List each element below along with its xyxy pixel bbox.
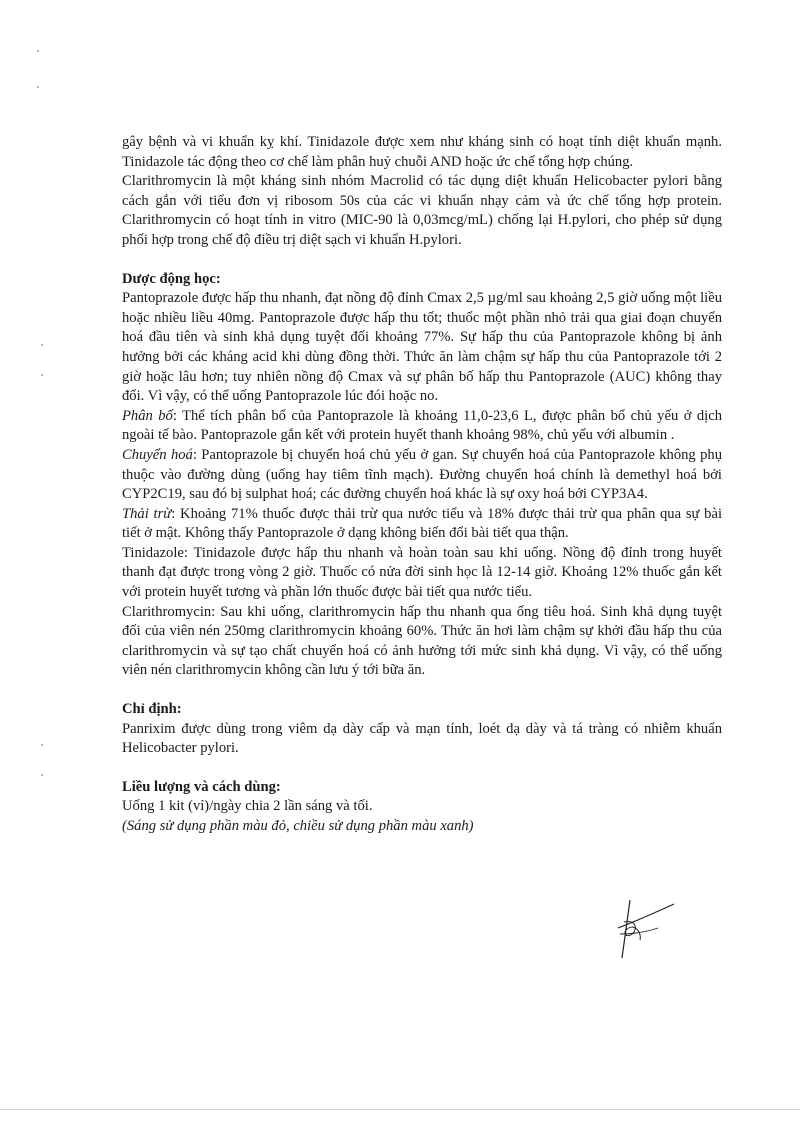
section-heading-pharmacokinetics: Dược động học:: [122, 270, 221, 287]
distribution-text: : Thể tích phân bố của Pantoprazole là khoảng 11,0-23,6 L, được phân bố chủ yếu ở dịch ngoài tế bào. Pantoprazole gắn kết với protein huyết thanh khoảng 98%, chủ yếu với albumin .: [122, 407, 722, 444]
dosage-note: (Sáng sử dụng phần màu đỏ, chiều sử dụng phần màu xanh): [122, 818, 474, 834]
signature-mark: [612, 892, 678, 962]
document-body: [122, 133, 722, 837]
section-heading-indications: Chỉ định:: [122, 701, 182, 718]
metabolism-label: Chuyển hoá: [122, 446, 193, 463]
paragraph-clarithromycin-intro: Clarithromycin là một kháng sinh nhóm Macrolid có tác dụng diệt khuẩn Helicobacter pylori bằng cách gắn với tiểu đơn vị ribosom 50s của các vi khuẩn nhạy cảm và ức chế tổng hợp protein. Clarithromycin có hoạt tính in vitro (MIC-90 là 0,03mcg/mL) chống lại H.pylori, cho phép sử dụng phối hợp trong chế độ điều trị diệt sạch vi khuẩn H.pylori.: [122, 173, 722, 248]
distribution-label: Phân bố: [122, 407, 173, 424]
scan-speck: [37, 86, 39, 88]
metabolism-text: : Pantoprazole bị chuyển hoá chủ yếu ở gan. Sự chuyển hoá của Pantoprazole không phụ thuộc vào đường dùng (uống hay tiêm tĩnh mạch). Đường chuyển hoá chính là demethyl hoá bởi CYP2C19, sau đó bị sulphat hoá; các đường chuyển hoá khác là sự oxy hoá bởi CYP3A4.: [122, 446, 722, 503]
paragraph-indications: Panrixim được dùng trong viêm dạ dày cấp và mạn tính, loét dạ dày và tá tràng có nhiễm khuẩn Helicobacter pylori.: [122, 720, 722, 757]
scan-speck: [41, 744, 43, 746]
scan-speck: [41, 374, 43, 376]
paragraph-distribution: [122, 407, 722, 446]
scan-speck: [37, 50, 39, 52]
paragraph-elimination: [122, 505, 722, 544]
elimination-text: : Khoảng 71% thuốc được thải trừ qua nước tiểu và 18% được thải trừ qua phân qua sự bài tiết ở mật. Không thấy Pantoprazole ở dạng không biến đổi bài tiết qua thận.: [122, 505, 723, 542]
section-heading-dosage: Liều lượng và cách dùng:: [122, 778, 281, 795]
paragraph-metabolism: [122, 446, 722, 505]
scan-edge-line: [0, 1109, 800, 1110]
paragraph-dosage: Uống 1 kit (vỉ)/ngày chia 2 lần sáng và tối.: [122, 798, 373, 815]
paragraph-tinidazole-intro: gây bệnh và vi khuẩn kỵ khí. Tinidazole được xem như kháng sinh có hoạt tính diệt khuẩn mạnh. Tinidazole tác động theo cơ chế làm phân huỷ chuỗi AND hoặc ức chế tổng hợp chúng.: [122, 134, 722, 170]
paragraph-absorption: Pantoprazole được hấp thu nhanh, đạt nồng độ đỉnh Cmax 2,5 µg/ml sau khoảng 2,5 giờ uống một liều hoặc nhiều liều 40mg. Pantoprazole được hấp thu tốt; thuốc một phần nhỏ trải qua giai đoạn chuyển hoá đầu tiên và sinh khả dụng tuyệt đối khoảng 77%. Sự hấp thu của Pantoprazole không bị ảnh hưởng bởi các kháng acid khi dùng đồng thời. Thức ăn làm chậm sự hấp thu của Pantoprazole tới 2 giờ hoặc lâu hơn; tuy nhiên nồng độ Cmax và sự phân bố hấp thu Pantoprazole (AUC) không thay đổi. Vì vậy, có thể uống Pantoprazole lúc đói hoặc no.: [122, 290, 722, 405]
paragraph-tinidazole-pk: Tinidazole: Tinidazole được hấp thu nhanh và hoàn toàn sau khi uống. Nồng độ đỉnh trong huyết thanh đạt được trong vòng 2 giờ. Thuốc có nửa đời sinh học là 12-14 giờ. Khoảng 12% thuốc gắn kết với protein huyết tương và phần lớn thuốc được bài tiết qua nước tiểu.: [122, 544, 722, 601]
elimination-label: Thải trừ: [122, 505, 172, 522]
paragraph-clarithromycin-pk: Clarithromycin: Sau khi uống, clarithromycin hấp thu nhanh qua ống tiêu hoá. Sinh khả dụng tuyệt đối của viên nén 250mg clarithromycin khoảng 60%. Thức ăn hơi làm chậm sự khởi đầu hấp thu của clarithromycin và sự tạo chất chuyển hoá có ảnh hưởng tới mức sinh khả dụng. Vì vậy, có thể uống viên nén clarithromycin không cần lưu ý tới bữa ăn.: [122, 603, 722, 679]
scan-speck: [41, 774, 43, 776]
scan-speck: [41, 344, 43, 346]
